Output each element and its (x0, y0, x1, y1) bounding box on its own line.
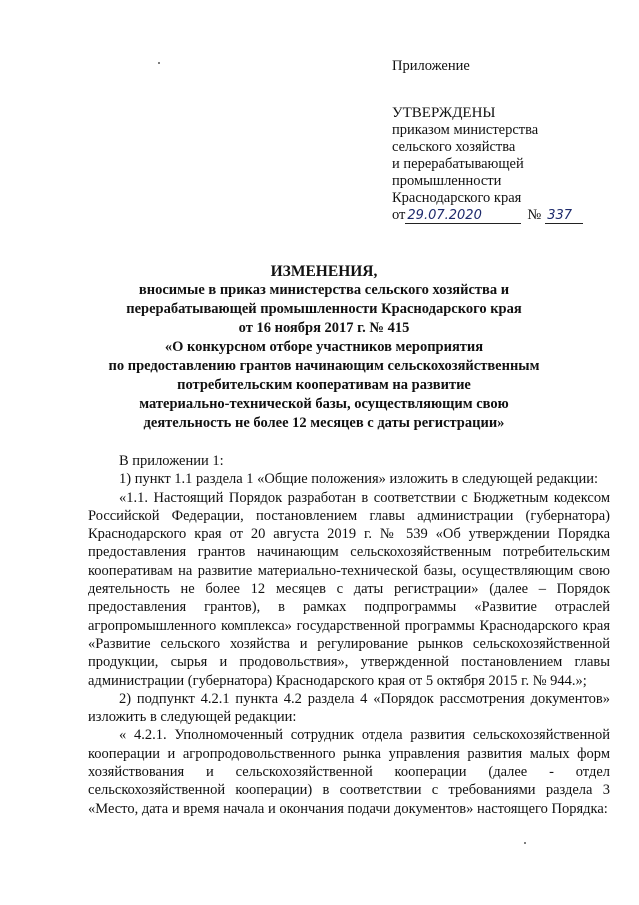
title-line: от 16 ноября 2017 г. № 415 (238, 320, 410, 336)
paragraph-clause-1-1: «1.1. Настоящий Порядок разработан в соответствии с Бюджетным кодексом Российской Федерации, постановлением главы администрации (губернатора) Краснодарского края от 20 августа 2019 г. № 539 «Об утверждении Порядка предоставления грантов начинающим сельскохозяйственным потребительским кооперативам на развитие материально-технической базы, осуществляющим свою деятельность не более 12 месяцев с даты регистрации» (далее – Порядок предоставления грантов), в рамках подпрограммы «Развитие отраслей агропромышленного комплекса» государственной программы Краснодарского края «Развитие сельского хозяйства и регулирование рынков сельскохозяйственной продукции, сырья и продовольствия», утвержденной постановлением главы администрации (губернатора) Краснодарского края от 5 октября 2015 г. № 944.»; (88, 489, 610, 689)
title-line: материально-технической базы, осуществляющим свою (139, 396, 509, 412)
order-date: 29.07.2020 (405, 208, 521, 224)
title-line: вносимые в приказ министерства сельского хозяйства и (138, 282, 510, 298)
order-date-number (392, 207, 583, 224)
scan-speck (158, 62, 160, 64)
paragraph-item-2: 2) подпункт 4.2.1 пункта 4.2 раздела 4 «Порядок рассмотрения документов» изложить в следующей редакции: (88, 690, 610, 726)
approval-line: Краснодарского края (392, 190, 522, 206)
title-line: деятельность не более 12 месяцев с даты регистрации» (143, 415, 505, 431)
appendix-label: Приложение (392, 58, 470, 74)
approval-line: сельского хозяйства (392, 139, 516, 155)
from-label: от (392, 207, 406, 223)
approval-block (392, 58, 583, 224)
document-title (70, 262, 578, 433)
approval-line: и перерабатывающей (392, 156, 524, 172)
approval-line: приказом министерства (392, 122, 539, 138)
title-heading: ИЗМЕНЕНИЯ, (270, 263, 378, 280)
number-sign: № (527, 207, 542, 223)
order-number: 337 (545, 208, 583, 224)
title-line: по предоставлению грантов начинающим сельскохозяйственным (108, 358, 540, 374)
scan-speck (524, 842, 526, 844)
paragraph-intro: В приложении 1: (119, 453, 224, 469)
paragraph-item-1: 1) пункт 1.1 раздела 1 «Общие положения» изложить в следующей редакции: (119, 471, 598, 488)
title-line: потребительским кооперативам на развитие (177, 377, 471, 393)
document-body (88, 452, 610, 818)
title-line: «О конкурсном отборе участников мероприятия (164, 339, 484, 355)
paragraph-clause-4-2-1: « 4.2.1. Уполномоченный сотрудник отдела развития сельскохозяйственной кооперации и агропродовольственного рынка управления развития малых форм хозяйствования и сельскохозяйственной кооперации (далее - отдел сельскохозяйственной кооперации) в соответствии с требованиями раздела 3 «Место, дата и время начала и окончания подачи документов» настоящего Порядка: (88, 727, 610, 817)
approval-line: промышленности (392, 173, 502, 189)
title-line: перерабатывающей промышленности Краснодарского края (126, 301, 522, 317)
approved-label: УТВЕРЖДЕНЫ (392, 105, 496, 121)
